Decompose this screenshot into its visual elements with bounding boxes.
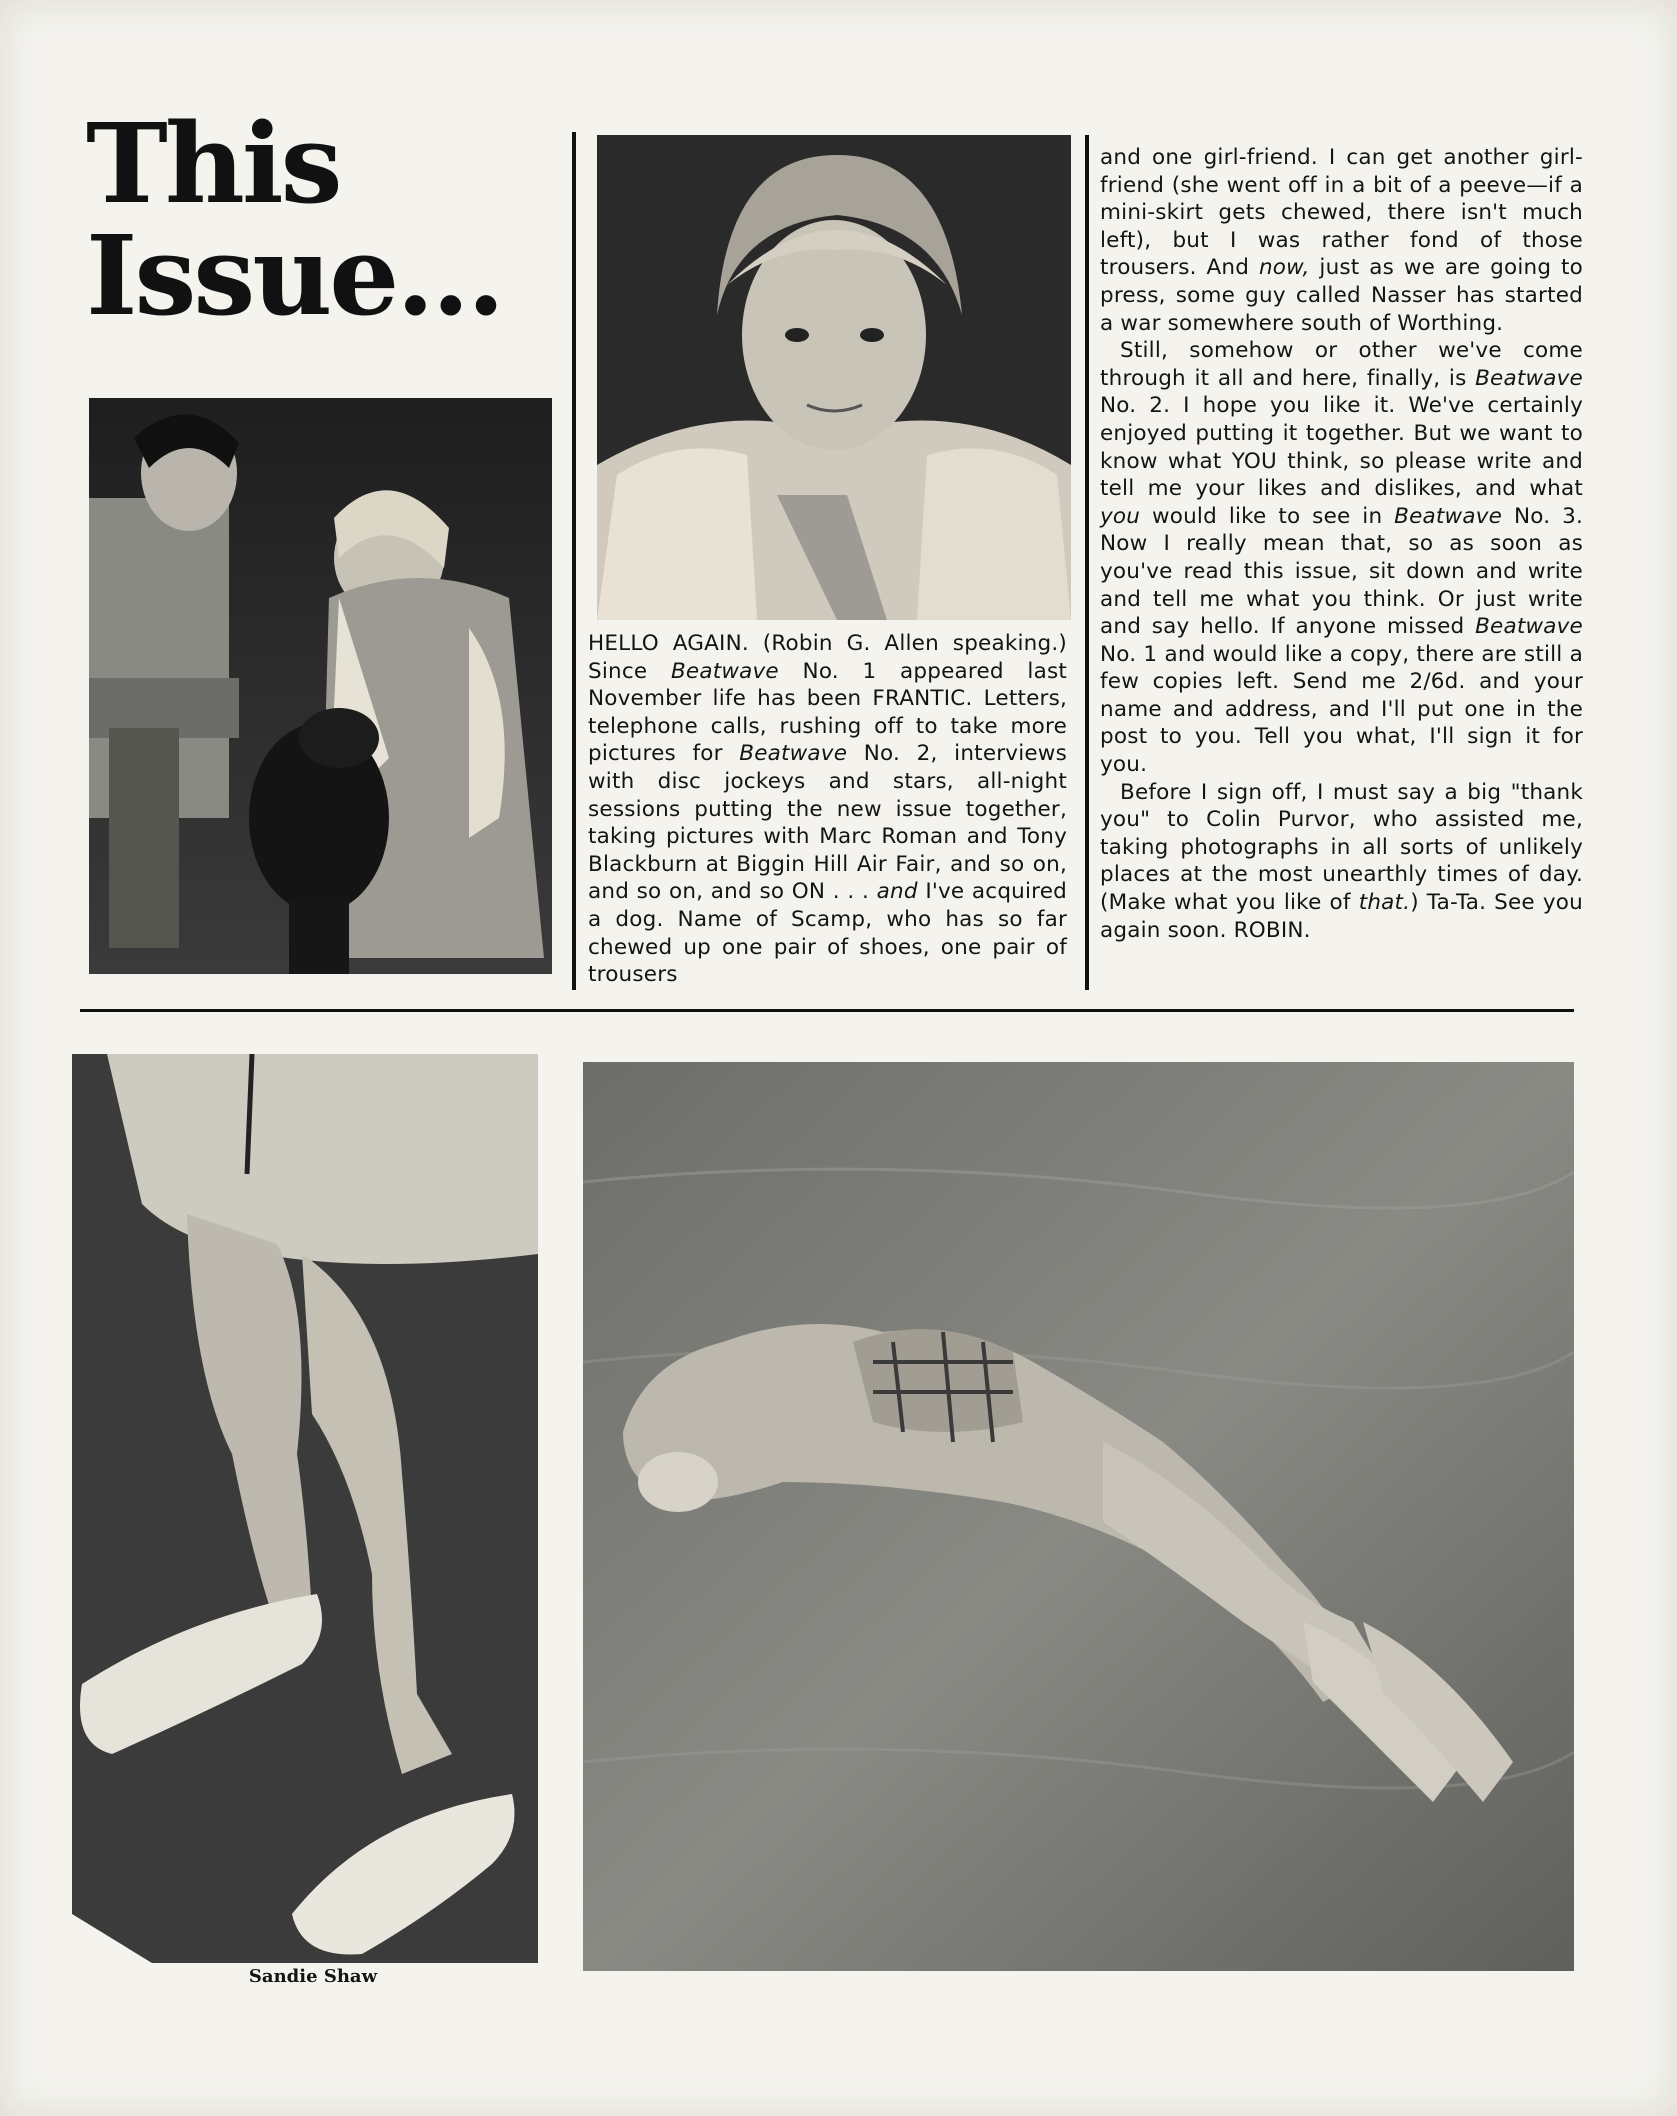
editorial-paragraph-2: and one girl-friend. I can get another girl-friend (she went off in a bit of a peeve—if a mini-skirt gets chewed, there isn't much left), but I was rather fond of those trousers. And now, just as we are going to press, some guy called Nasser has started a war somewhere south of Worthing. [1100,145,1583,336]
page-title [86,99,566,340]
column-divider-right [1085,135,1089,990]
column-divider-left [572,132,576,990]
title-line-2: Issue... [86,211,503,340]
title-line-1: This [86,99,340,228]
editorial-text-middle [588,630,1067,989]
photo-portrait-fur-collar [597,135,1071,620]
lead-in: HELLO AGAIN. [588,631,749,656]
section-divider [80,1009,1574,1012]
editorial-paragraph-1: HELLO AGAIN. (Robin G. Allen speaking.) Since Beatwave No. 1 appeared last November life has been FRANTIC. Letters, telephone calls, rushing off to take more pictures for Beatwave No. 2, interviews with disc jockeys and stars, all-night sessions putting the new issue together, taking pictures with Marc Roman and Tony Blackburn at Biggin Hill Air Fair, and so on, and so on, and so ON . . . and I've acquired a dog. Name of Scamp, who has so far chewed up one pair of shoes, one pair of trousers [588,631,1068,988]
editorial-paragraph-3: Still, somehow or other we've come through it all and here, finally, is Beatwave No. 2. I hope you like it. We've certainly enjoyed putting it together. But we want to know what YOU think, so please write and tell me your likes and dislikes, and what you would like to see in Beatwave No. 3. Now I really mean that, so as soon as you've read this issue, sit down and write and tell me what you think. Or just write and say hello. If anyone missed Beatwave No. 1 and would like a copy, there are still a few copies left. Send me 2/6d. and your name and address, and I'll put one in the post to you. Tell you what, I'll sign it for you. [1100,338,1584,778]
photo-caption: Sandie Shaw [248,1966,378,1987]
photo-group-with-dog [89,398,552,974]
photo-legs-sandie-shaw [72,1054,538,1963]
photo-diver [583,1062,1574,1971]
editorial-paragraph-4: Before I sign off, I must say a big "thank you" to Colin Purvor, who assisted me, taking photographs in all sorts of unlikely places at the most unearthly times of day. (Make what you like of that.) Ta-Ta. See you again soon. ROBIN. [1100,779,1583,943]
editorial-text-right [1100,144,1583,944]
